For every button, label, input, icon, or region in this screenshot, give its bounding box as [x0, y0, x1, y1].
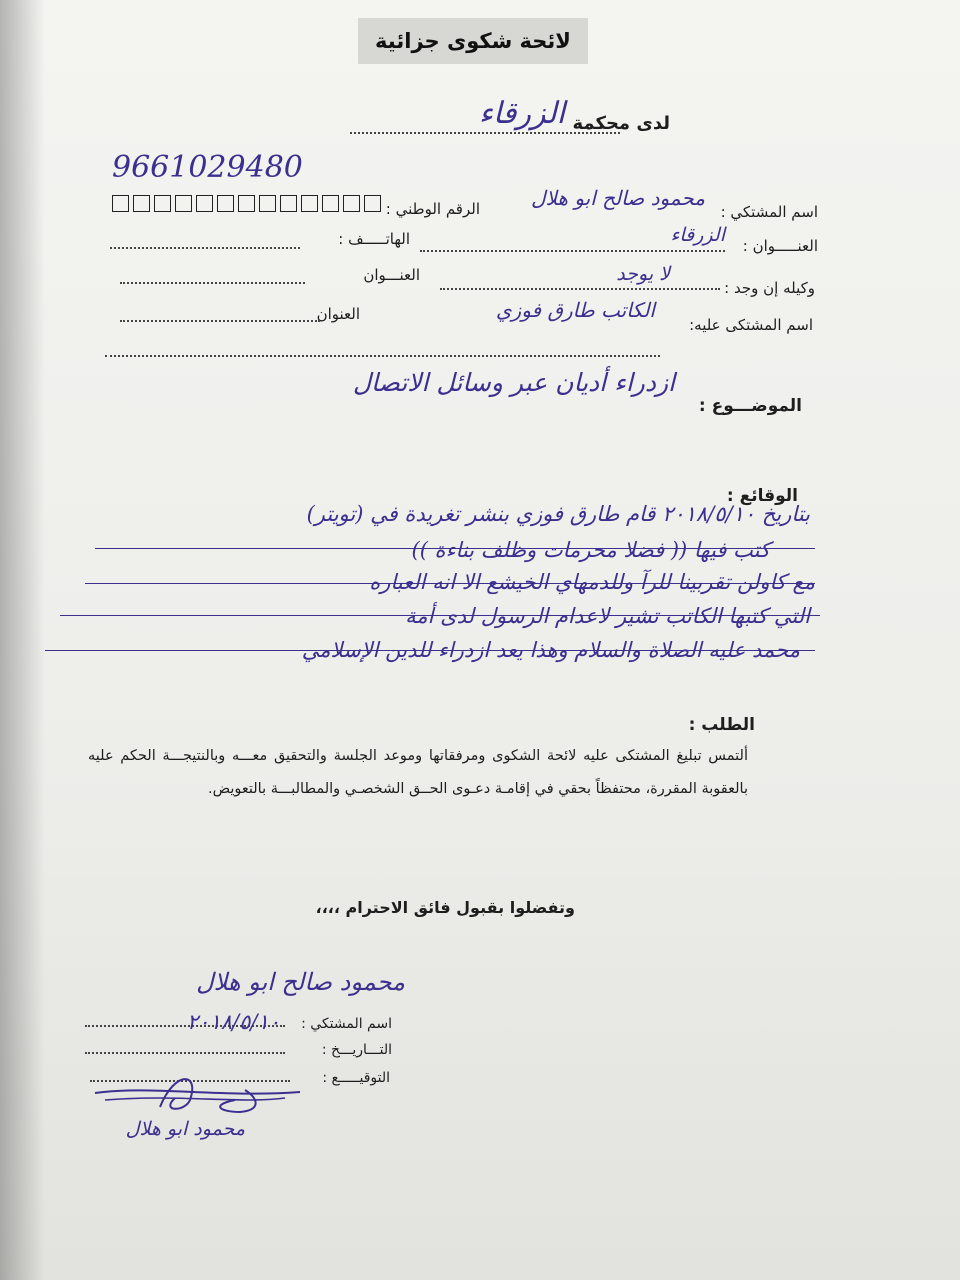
court-value: الزرقاء	[478, 96, 565, 131]
facts-label: الوقائع :	[726, 486, 798, 506]
national-id-value: 9661029480	[112, 150, 303, 185]
request-text: ألتمس تبليغ المشتكى عليه لائحة الشكوى ومرفقاتها وموعد الجلسة والتحقيق معـــه وبالنتيجـــة الحكم عليه بالعقوبة المقررة، محتفظاً بحقي في إقامـة دعـوى الحــق الشخصـي والمطالبـــة بالتعويض.	[88, 748, 748, 797]
document-title: لائحة شكوى جزائية	[375, 29, 571, 53]
agent-address-label: العنـــوان	[363, 266, 420, 284]
national-id-label: الرقم الوطني :	[385, 200, 480, 218]
phone-label: الهاتـــــف :	[338, 230, 410, 248]
agent-value: لا يوجد	[616, 263, 670, 285]
closing-text: وتفضلوا بقبول فائق الاحترام ،،،،	[315, 898, 575, 917]
agent-label: وكيله إن وجد :	[724, 279, 815, 297]
signature-caption: محمود ابو هلال	[125, 1118, 245, 1140]
subject-value: ازدراء أديان عبر وسائل الاتصال	[352, 368, 675, 397]
complainant-value: محمود صالح ابو هلال	[530, 186, 705, 210]
signer-name-handwritten: محمود صالح ابو هلال	[196, 968, 405, 996]
facts-line: بتاريخ ٢٠١٨/٥/١٠ قام طارق فوزي بنشر تغريدة في (تويتر)	[306, 502, 810, 526]
facts-line: محمد عليه الصلاة والسلام وهذا يعد ازدراء للدين الإسلامي	[301, 638, 800, 662]
defendant-address-label: العنوان	[316, 305, 360, 323]
court-label: لدى محكمة	[572, 113, 670, 134]
subject-label: الموضـــوع :	[698, 396, 802, 416]
signature-label: التوقيـــــع :	[322, 1070, 390, 1086]
facts-line: مع كاولن تقربينا للرآ وللدمهاي الخيشع الا انه العباره	[369, 570, 815, 594]
complainant-label: اسم المشتكي :	[720, 203, 818, 221]
date-label: التـــاريـــخ :	[321, 1042, 392, 1058]
address-value: الزرقاء	[670, 224, 725, 246]
date-value: ٢٠١٨/٥/١٠	[186, 1010, 280, 1034]
signer-name-label: اسم المشتكي :	[301, 1016, 392, 1032]
defendant-value: الكاتب طارق فوزي	[495, 298, 655, 322]
facts-line: كتب فيها (( فضلا محرمات وظلف بناءة ))	[411, 538, 770, 562]
defendant-label: اسم المشتكى عليه:	[689, 316, 813, 334]
facts-line: التي كتبها الكاتب تشير لاعدام الرسول لدى أمة	[405, 604, 810, 628]
address-label: العنـــــوان :	[742, 237, 818, 255]
request-label: الطلب :	[688, 715, 755, 735]
